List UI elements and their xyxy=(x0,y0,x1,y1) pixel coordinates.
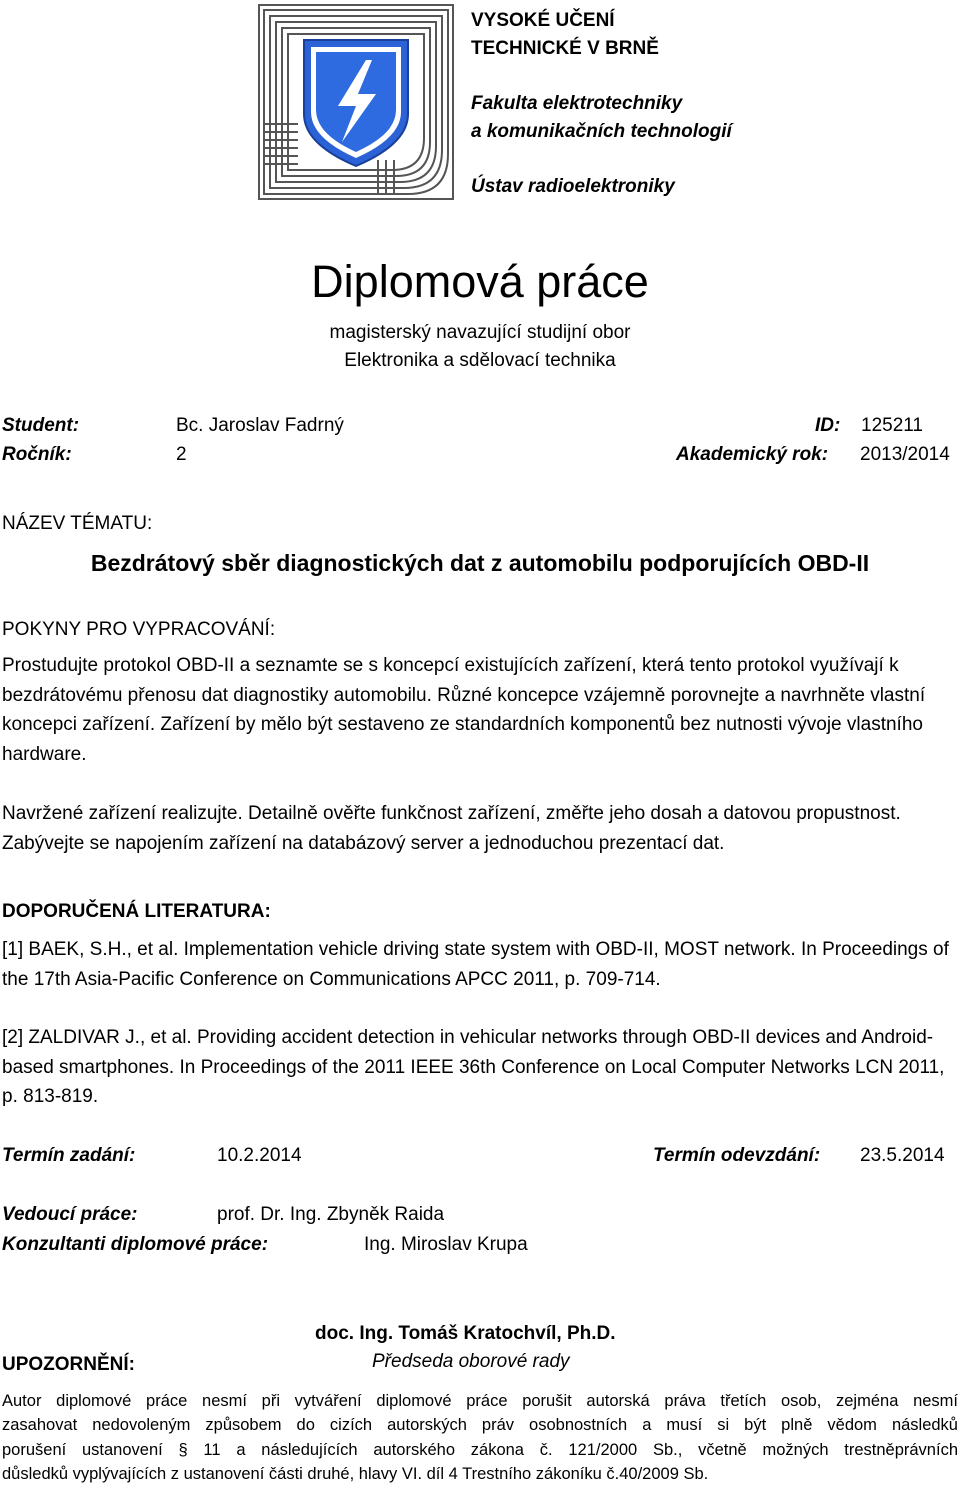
university-name-line2: TECHNICKÉ V BRNĚ xyxy=(471,38,659,59)
instructions-paragraph-1: Prostudujte protokol OBD-II a seznamte se s koncepcí existujících zařízení, která tento protokol využívají k bezdrátovému přenosu dat diagnostiky automobilu. Různé koncepce vzájemně porovnejte a navrhněte vlastní koncepci zařízení. Zařízení by mělo být sestaveno ze standardních komponentů bez nutnosti vývoje vlastního hardware. xyxy=(2,655,926,766)
topic-heading: NÁZEV TÉMATU: xyxy=(2,513,153,534)
warning-text xyxy=(2,1389,958,1487)
faculty-name-line2: a komunikačních technologií xyxy=(471,121,732,142)
chair-name: doc. Ing. Tomáš Kratochvíl, Ph.D. xyxy=(315,1323,616,1344)
institute-name: Ústav radioelektroniky xyxy=(471,176,675,197)
reference-2: [2] ZALDIVAR J., et al. Providing accident detection in vehicular networks through OBD-II devices and Android-based smartphones. In Proceedings of the 2011 IEEE 36th Conference on Local Computer Networks LCN 2011, p. 813-819. xyxy=(2,1027,945,1108)
instructions-heading: POKYNY PRO VYPRACOVÁNÍ: xyxy=(2,619,276,640)
thesis-title: Bezdrátový sběr diagnostických dat z automobilu podporujících OBD-II xyxy=(90,550,870,576)
academic-year-label: Akademický rok: xyxy=(676,444,829,465)
year-label: Ročník: xyxy=(2,444,72,465)
chair-role: Předseda oborové rady xyxy=(372,1351,570,1372)
warning-line-2: zasahovat nedovoleným způsobem do cizích autorských práv osobnostních a musí si být plně vědom následků xyxy=(2,1416,958,1435)
submission-date-value: 23.5.2014 xyxy=(860,1145,945,1166)
consultant-value: Ing. Miroslav Krupa xyxy=(364,1234,528,1255)
id-value: 125211 xyxy=(861,415,923,436)
supervisor-label: Vedoucí práce: xyxy=(2,1204,138,1225)
assignment-date-value: 10.2.2014 xyxy=(217,1145,302,1166)
consultant-label: Konzultanti diplomové práce: xyxy=(2,1234,269,1255)
program-line2: Elektronika a sdělovací technika xyxy=(344,350,616,371)
academic-year-value: 2013/2014 xyxy=(860,444,950,465)
supervisor-value: prof. Dr. Ing. Zbyněk Raida xyxy=(217,1204,445,1225)
assignment-date-label: Termín zadání: xyxy=(2,1145,136,1166)
submission-date-label: Termín odevzdání: xyxy=(653,1145,821,1166)
university-logo-icon xyxy=(258,4,454,200)
program-line1: magisterský navazující studijní obor xyxy=(329,322,631,343)
instructions-paragraph-2: Navržené zařízení realizujte. Detailně ověřte funkčnost zařízení, změřte jeho dosah a datovou propustnost. Zabývejte se napojením zařízení na databázový server a jednoduchou prezentací dat. xyxy=(2,803,901,854)
reference-1: [1] BAEK, S.H., et al. Implementation vehicle driving state system with OBD-II, MOST network. In Proceedings of the 17th Asia-Pacific Conference on Communications APCC 2011, p. 709-714. xyxy=(2,939,949,990)
warning-heading: UPOZORNĚNÍ: xyxy=(2,1354,135,1375)
warning-line-1: Autor diplomové práce nesmí při vytváření diplomové práce porušit autorská práva třetích osob, zejména nesmí xyxy=(2,1392,958,1410)
warning-line-3: porušení ustanovení § 11 a následujících autorského zákona č. 121/2000 Sb., včetně možných trestněprávních xyxy=(2,1440,958,1459)
document-title: Diplomová práce xyxy=(311,256,649,307)
literature-heading: DOPORUČENÁ LITERATURA: xyxy=(2,901,271,922)
student-label: Student: xyxy=(2,415,80,436)
warning-line-4: důsledků vyplývajících z ustanovení části druhé, hlavy VI. díl 4 Trestního zákoníku č.40/2009 Sb. xyxy=(2,1465,709,1484)
year-value: 2 xyxy=(176,444,187,465)
faculty-name-line1: Fakulta elektrotechniky xyxy=(471,93,683,114)
university-name-line1: VYSOKÉ UČENÍ xyxy=(471,10,615,31)
student-value: Bc. Jaroslav Fadrný xyxy=(176,415,344,436)
id-label: ID: xyxy=(815,415,841,436)
